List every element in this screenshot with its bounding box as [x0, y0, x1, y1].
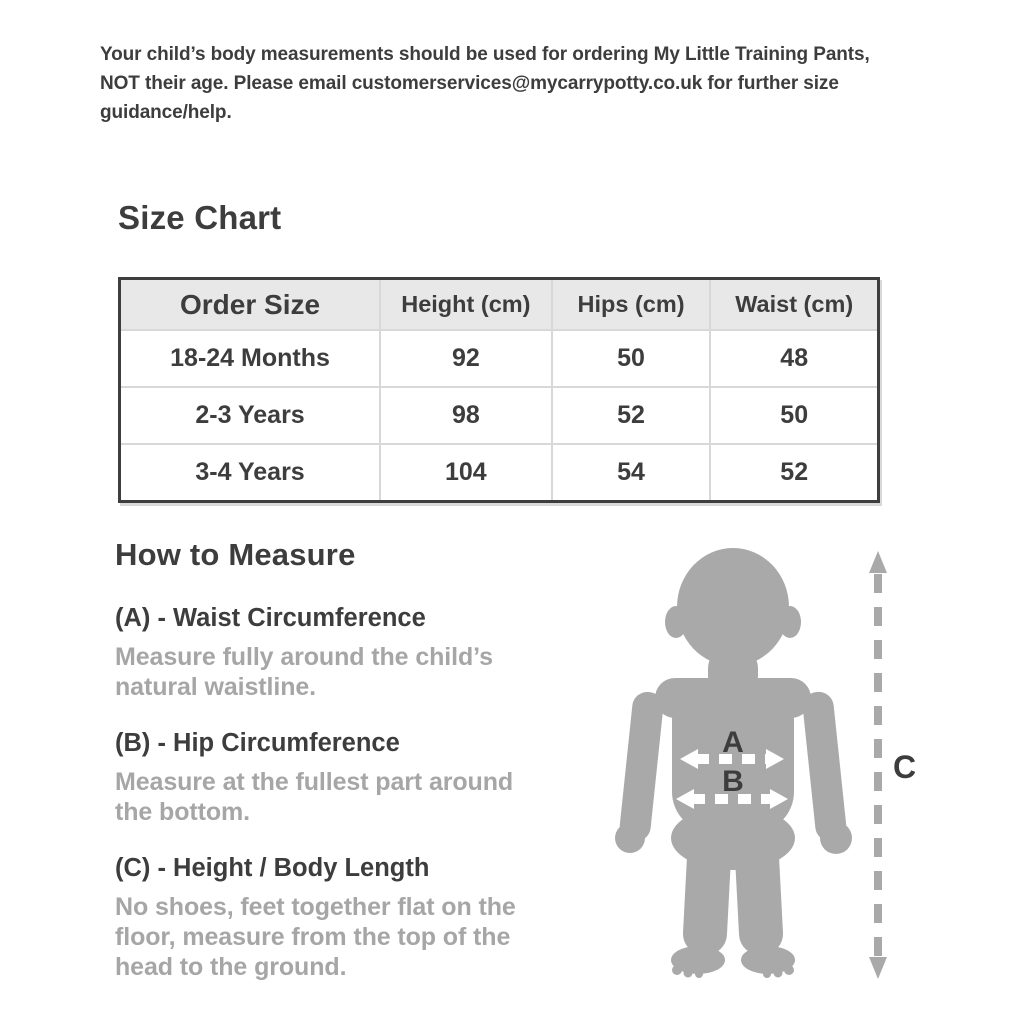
- measure-desc-line: the bottom.: [115, 798, 250, 826]
- size-chart-table: [118, 277, 880, 503]
- cell-waist: 50: [780, 401, 809, 429]
- label-c: C: [893, 749, 917, 785]
- measure-desc-line: head to the ground.: [115, 953, 347, 981]
- label-a: A: [722, 726, 744, 759]
- cell-hips: 54: [553, 445, 712, 500]
- measure-desc-line: Measure fully around the child’s: [115, 643, 493, 671]
- measure-desc-line: floor, measure from the top of the: [115, 923, 511, 951]
- measure-section-height: [115, 854, 595, 982]
- column-header-order-size: Order Size: [121, 280, 381, 329]
- cell-order-size: 3-4 Years: [121, 445, 381, 500]
- intro-line: NOT their age. Please email customerservices@mycarrypotty.co.uk for further size: [100, 73, 839, 94]
- intro-line: Your child’s body measurements should be used for ordering My Little Training Pants,: [100, 44, 870, 65]
- measure-desc-line: No shoes, feet together flat on the: [115, 893, 516, 921]
- cell-waist: 48: [780, 344, 809, 372]
- how-to-measure-title: How to Measure: [115, 537, 356, 572]
- column-header-waist: Waist (cm): [735, 291, 854, 317]
- baby-silhouette: [615, 548, 852, 978]
- cell-order-size: 18-24 Months: [121, 331, 381, 386]
- baby-measurement-diagram: [600, 540, 940, 1000]
- measure-desc-line: Measure at the fullest part around: [115, 768, 514, 796]
- measure-desc-line: natural waistline.: [115, 673, 317, 701]
- table-header-row: [121, 280, 877, 329]
- measure-section-waist: [115, 604, 595, 702]
- measure-section-hip: [115, 729, 595, 827]
- intro-line: guidance/help.: [100, 102, 232, 123]
- measure-heading-waist: (A) - Waist Circumference: [115, 604, 426, 632]
- cell-hips: 52: [553, 388, 712, 443]
- measure-heading-height: (C) - Height / Body Length: [115, 854, 430, 882]
- label-b: B: [722, 765, 744, 798]
- measure-heading-hip: (B) - Hip Circumference: [115, 729, 400, 757]
- column-header-height: Height (cm): [381, 280, 553, 329]
- table-row: [121, 329, 877, 386]
- cell-waist: 52: [780, 458, 809, 486]
- cell-height: 98: [381, 388, 553, 443]
- intro-paragraph: [100, 40, 980, 127]
- column-header-hips: Hips (cm): [553, 280, 712, 329]
- cell-order-size: 2-3 Years: [121, 388, 381, 443]
- table-row: [121, 443, 877, 500]
- cell-height: 92: [381, 331, 553, 386]
- cell-hips: 50: [553, 331, 712, 386]
- table-row: [121, 386, 877, 443]
- cell-height: 104: [381, 445, 553, 500]
- size-chart-title: Size Chart: [118, 199, 282, 236]
- height-arrow: [869, 551, 887, 979]
